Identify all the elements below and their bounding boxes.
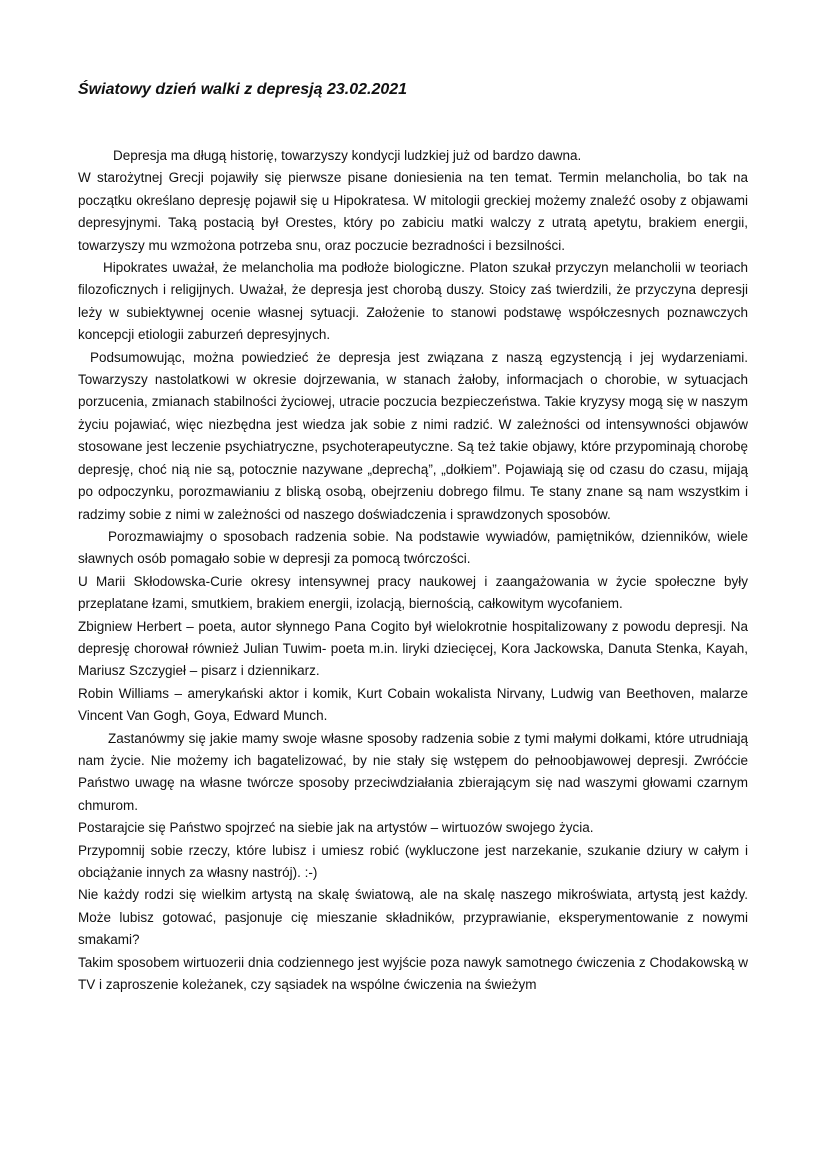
paragraph: Zbigniew Herbert – poeta, autor słynnego Pana Cogito był wielokrotnie hospitalizowany z powodu depresji. Na depresję chorował również Julian Tuwim- poeta m.in. liryki dziecięcej, Kora Jackowska, Danuta Stenka, Kayah, Mariusz Szczygieł – pisarz i dziennikarz. (78, 618, 748, 679)
paragraph: Porozmawiajmy o sposobach radzenia sobie. Na podstawie wywiadów, pamiętników, dzienników, wiele sławnych osób pomagało sobie w depresji za pomocą twórczości. (78, 528, 748, 567)
paragraph: Hipokrates uważał, że melancholia ma podłoże biologiczne. Platon szukał przyczyn melancholii w teoriach filozoficznych i religijnych. Uważał, że depresja jest chorobą duszy. Stoicy zaś twierdzili, że przyczyna depresji leży w subiektywnej ocenie własnej sytuacji. Założenie to stanowi podstawę współczesnych poznawczych koncepcji etiologii zaburzeń depresyjnych. (78, 260, 748, 343)
paragraph: Robin Williams – amerykański aktor i komik, Kurt Cobain wokalista Nirvany, Ludwig van Beethoven, malarze Vincent Van Gogh, Goya, Edward Munch. (78, 685, 748, 724)
paragraph: Takim sposobem wirtuozerii dnia codziennego jest wyjście poza nawyk samotnego ćwiczenia z Chodakowską w TV i zaproszenie koleżanek, czy sąsiadek na wspólne ćwiczenia na świeżym (78, 954, 748, 993)
paragraph: Podsumowując, można powiedzieć że depresja jest związana z naszą egzystencją i jej wydarzeniami. Towarzyszy nastolatkowi w okresie dojrzewania, w stanach żałoby, informacjach o chorobie, w sytuacjach porzucenia, zmianach stabilności życiowej, utracie poczucia bezpieczeństwa. Takie kryzysy mogą się w naszym życiu pojawiać, więc niezbędna jest wiedza jak sobie z nimi radzić. W zależności od intensywności objawów stosowane jest leczenie psychiatryczne, psychoterapeutyczne. Są też takie objawy, które przypominają chorobę depresję, choć nią nie są, potocznie nazywane „deprechą”, „dołkiem”. Pojawiają się od czasu do czasu, mijają po odpoczynku, porozmawianiu z bliską osobą, obejrzeniu dobrego filmu. Te stany znane są nam wszystkim i radzimy sobie z nimi w zależności od naszego doświadczenia i sprawdzonych sposobów. (78, 349, 748, 522)
paragraph: Postarajcie się Państwo spojrzeć na siebie jak na artystów – wirtuozów swojego życia. (78, 820, 594, 836)
document-body (78, 145, 748, 996)
paragraph: U Marii Skłodowska-Curie okresy intensywnej pracy naukowej i zaangażowania w życie społeczne były przeplatane łzami, smutkiem, brakiem energii, izolacją, biernością, całkowitym wycofaniem. (78, 573, 748, 612)
paragraph: Nie każdy rodzi się wielkim artystą na skalę światową, ale na skalę naszego mikroświata, artystą jest każdy. Może lubisz gotować, pasjonuje cię mieszanie składników, przyprawianie, eksperymentowanie z nowymi smakami? (78, 887, 748, 948)
document-title: Światowy dzień walki z depresją 23.02.2021 (78, 81, 408, 98)
paragraph: Przypomnij sobie rzeczy, które lubisz i umiesz robić (wykluczone jest narzekanie, szukanie dziury w całym i obciążanie innych za własny nastrój). :-) (78, 842, 748, 880)
document-page (78, 80, 748, 996)
paragraph: Depresja ma długą historię, towarzyszy kondycji ludzkiej już od bardzo dawna. (113, 148, 582, 163)
paragraph: W starożytnej Grecji pojawiły się pierwsze pisane doniesienia na ten temat. Termin melancholia, bo tak na początku określano depresję pojawił się u Hipokratesa. W mitologii greckiej możemy znaleźć osoby z objawami depresyjnymi. Taką postacią był Orestes, który po zabiciu matki walczy z utratą apetytu, brakiem energii, towarzyszy mu wzmożona potrzeba snu, oraz poczucie bezradności i bezsilności. (78, 170, 748, 253)
paragraph: Zastanówmy się jakie mamy swoje własne sposoby radzenia sobie z tymi małymi dołkami, które utrudniają nam życie. Nie możemy ich bagatelizować, by nie stały się wstępem do pełnoobjawowej depresji. Zwróćcie Państwo uwagę na własne twórcze sposoby przeciwdziałania zbierającym się nad waszymi głowami czarnym chmurom. (78, 730, 748, 813)
